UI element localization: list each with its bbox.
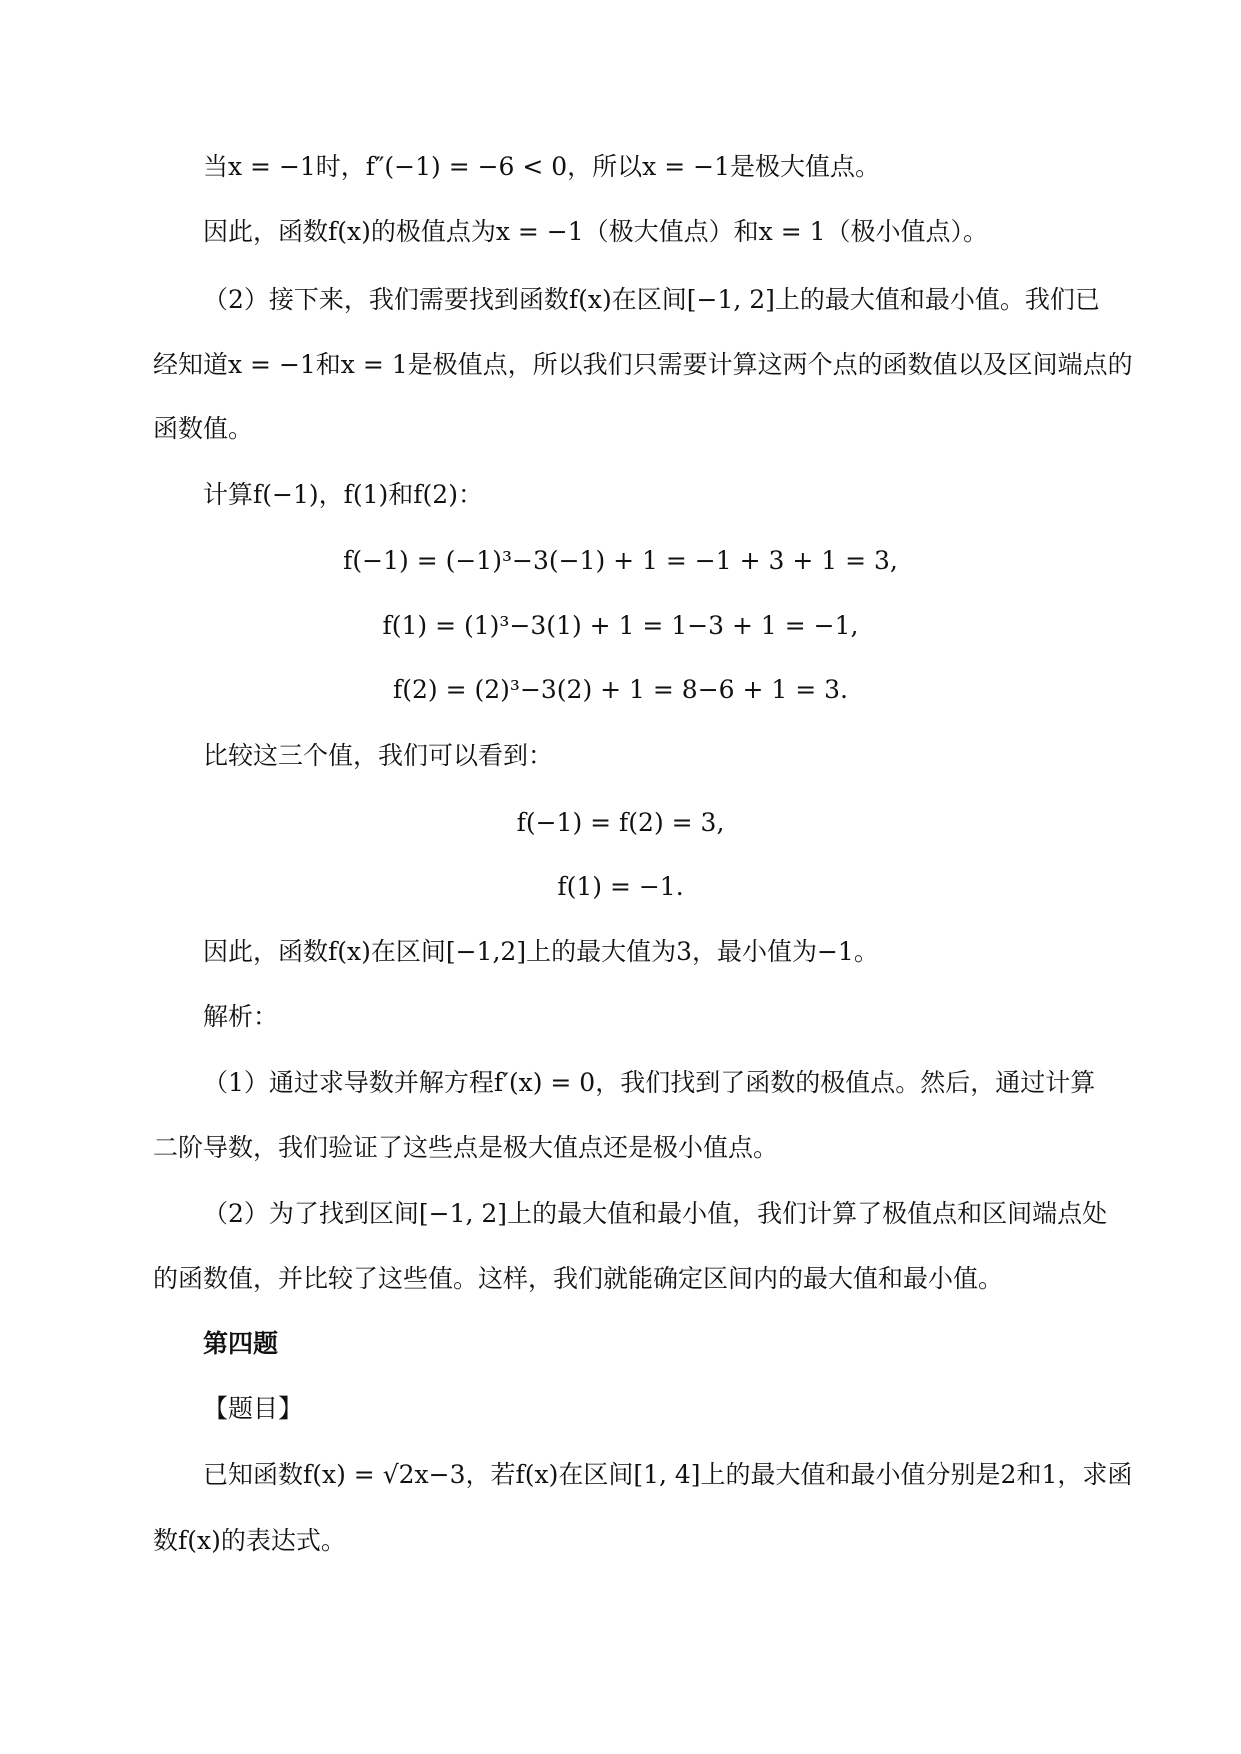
text-line: 解析：	[203, 1002, 279, 1031]
text-line: 计算f(−1)，f(1)和f(2)：	[203, 480, 483, 509]
equation-line: f(−1) = (−1)³−3(−1) + 1 = −1 + 3 + 1 = 3,	[343, 546, 898, 575]
equation-line: f(1) = −1.	[557, 872, 684, 901]
text-line: 经知道x = −1和x = 1是极值点，所以我们只需要计算这两个点的函数值以及区间端点的	[153, 350, 1133, 379]
text-line: （1）通过求导数并解方程f′(x) = 0，我们找到了函数的极值点。然后，通过计算	[203, 1068, 1096, 1097]
section-heading: 第四题	[203, 1329, 279, 1358]
text-line: 二阶导数，我们验证了这些点是极大值点还是极小值点。	[153, 1133, 779, 1162]
text-line: 函数值。	[153, 414, 254, 443]
text-line: 已知函数f(x) = √2x−3，若f(x)在区间[1, 4]上的最大值和最小值分别是2和1，求函	[203, 1460, 1133, 1489]
text-line: 【题目】	[203, 1394, 304, 1423]
text-line: 当x = −1时，f″(−1) = −6 < 0，所以x = −1是极大值点。	[203, 152, 880, 181]
text-line: 比较这三个值，我们可以看到：	[203, 741, 554, 770]
text-line: （2）为了找到区间[−1, 2]上的最大值和最小值，我们计算了极值点和区间端点处	[203, 1199, 1108, 1228]
text-line: （2）接下来，我们需要找到函数f(x)在区间[−1, 2]上的最大值和最小值。我们已	[203, 285, 1100, 314]
text-line: 的函数值，并比较了这些值。这样，我们就能确定区间内的最大值和最小值。	[153, 1264, 1004, 1293]
equation-line: f(−1) = f(2) = 3,	[516, 808, 725, 837]
equation-line: f(2) = (2)³−3(2) + 1 = 8−6 + 1 = 3.	[393, 675, 848, 704]
equation-line: f(1) = (1)³−3(1) + 1 = 1−3 + 1 = −1,	[382, 611, 859, 640]
text-line: 因此，函数f(x)的极值点为x = −1（极大值点）和x = 1（极小值点）。	[203, 217, 988, 246]
text-line: 因此，函数f(x)在区间[−1,2]上的最大值为3，最小值为−1。	[203, 937, 879, 966]
text-line: 数f(x)的表达式。	[153, 1526, 346, 1555]
